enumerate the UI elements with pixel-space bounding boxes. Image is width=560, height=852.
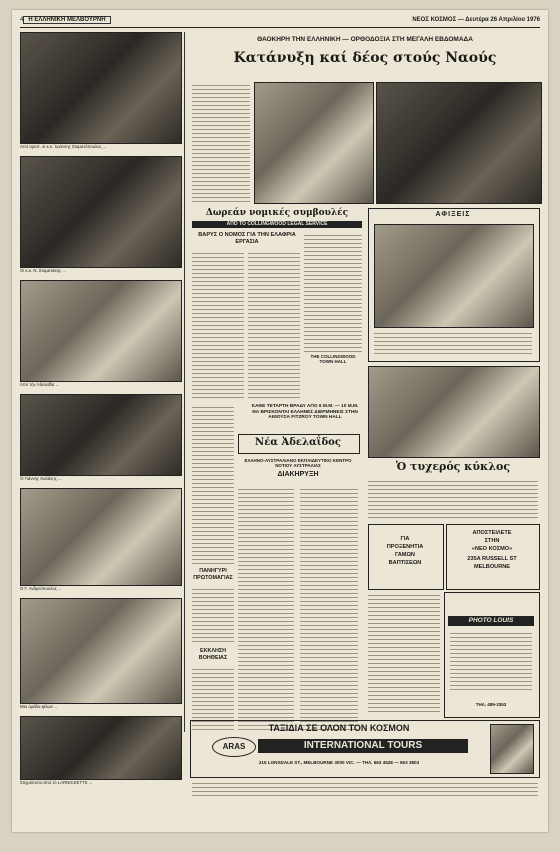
adelaide-text-2 — [300, 486, 358, 732]
neos-kosmos-ad-line-1: ΑΠΟΣΤΕΙΛΕΤΕ — [472, 530, 512, 536]
neos-kosmos-ad-line-3: «ΝΕΟ ΚΟΣΜΟ» — [471, 546, 513, 552]
adelaide-headline: Νέα Ἀδελαΐδος — [255, 437, 341, 448]
aras-logo: ARAS — [212, 737, 256, 757]
weddings-ad-line-3: ΓΑΜΩΝ — [395, 552, 415, 558]
photo-1 — [20, 32, 182, 144]
arrivals-caption — [374, 330, 532, 354]
caption-2: Οἱ κ.κ. Ν. Σταματάκης ... — [20, 268, 66, 273]
adelaide-subhead: ΔΙΑΚΗΡΥΞΗ — [277, 471, 319, 478]
photo-2 — [20, 156, 182, 268]
travel-ad-headline: ΤΑΞΙΔΙΑ ΣΕ ΟΛΟΝ ΤΟΝ ΚΟΣΜΟΝ — [268, 723, 410, 733]
caption-6: Μια ὁμάδα φίλων ... — [20, 704, 58, 709]
main-headline: Κατάνυξη καί δέος στούς Ναούς — [233, 50, 497, 66]
caption-7: Στιγμιότυπο ἀπό τό LARNICKETTS ... — [20, 780, 93, 785]
travel-ad-address: 215 LONSDALE ST., MELBOURNE 3000 VIC. — ΤΗΛ. 663 4528 — 663 3803 — [258, 760, 420, 765]
newspaper-page — [12, 10, 548, 832]
date-line: ΝΕΟΣ ΚΟΣΜΟΣ — Δευτέρα 26 Απριλίου 1976 — [412, 17, 540, 23]
legal-headline: Δωρεάν νομικές συμβουλές — [205, 208, 349, 218]
photo-6 — [20, 598, 182, 704]
main-story-text — [192, 82, 250, 202]
misc-text — [368, 592, 440, 712]
arrivals-photo — [374, 224, 534, 328]
adelaide-kicker: ΕΛΛΗΝΟ-ΑΥΣΤΡΑΛΙΑΝΟ ΕΚΠΑΙΔΕΥΤΙΚΟ ΚΕΝΤΡΟ ΝΟΤΙΟΥ ΑΥΣΤΡΑΛΙΑΣ — [244, 458, 352, 469]
neos-kosmos-ad-line-4: 235A RUSSELL ST — [467, 556, 517, 562]
caption-4: Ὁ Γιάννης Καλάνης ... — [20, 476, 62, 481]
column-divider-1 — [184, 32, 185, 732]
caption-3: Ἀπό τήν Ἀδελαΐδα ... — [20, 382, 60, 387]
church-appeal-title: ΕΚΚΛΗΣΗ ΒΟΗΘΕΙΑΣ — [198, 648, 228, 661]
legal-text-cont — [192, 404, 234, 564]
travel-ad-brand: INTERNATIONAL TOURS — [258, 739, 468, 753]
masthead: Η ΕΛΛΗΝΙΚΗ ΜΕΛΒΟΥΡΝΗ — [23, 16, 110, 24]
header-rule — [20, 27, 540, 28]
legal-notice: ΚΑΘΕ ΤΕΤΑΡΤΗ ΒΡΑΔΥ ΑΠΟ 6 Μ.Μ. — 10 Μ.Μ. ΘΑ ΒΡΙΣΚΟΝΤΑΙ ΕΛΛΗΝΕΣ ΔΙΕΡΜΗΝΕΙΣ ΣΤΗΝ ΑΙΘΟΥΣΑ FITZROY TOWN HALL — [251, 404, 359, 421]
caption-1: Από αριστ. οἱ κ.κ. Ἰωάννης Σταματόπουλος ... — [20, 144, 107, 149]
main-kicker: ΘΑΟΚΗΡΗ ΤΗΝ ΕΛΛΗΝΙΚΗ — ΟΡΘΟΔΟΞΙΑ ΣΤΗ ΜΕΓΑΛΗ ΕΒΔΟΜΑΔΑ — [257, 36, 473, 43]
caption-5: Ο Γ. Ανδρεόπουλος ... — [20, 586, 62, 591]
celebration-text — [192, 586, 234, 644]
church-photo-1 — [254, 82, 374, 204]
bottom-notes — [192, 780, 538, 798]
legal-text-1 — [192, 250, 244, 400]
weddings-ad-line-4: ΒΑΠΤΙΣΕΩΝ — [388, 560, 422, 566]
celebration-title: ΠΑΝΗΓΥΡΙ ΠΡΩΤΟΜΑΓΙΑΣ — [193, 568, 233, 581]
photo-3 — [20, 280, 182, 382]
adelaide-text-1 — [238, 486, 294, 732]
photo-4 — [20, 394, 182, 476]
page-header — [20, 14, 540, 26]
neos-kosmos-ad-line-5: MELBOURNE — [473, 564, 511, 570]
photo-louis-name: PHOTO LOUIS — [448, 616, 534, 626]
lucky-circle-photo — [368, 366, 540, 458]
legal-subhead: ΒΑΡΥΣ Ο ΝΟΜΟΣ ΓΙΑ ΤΗΝ ΕΛΑΦΡΙΑ ΕΡΓΑΣΙΑ — [198, 232, 296, 245]
arrivals-title: ΑΦΙΞΕΙΣ — [435, 211, 471, 218]
legal-address: THE COLLINGWOOD TOWN HALL — [310, 354, 356, 364]
weddings-ad-line-2: ΠΡΟΞΕΝΗΤΙΑ — [386, 544, 424, 550]
church-photo-2 — [376, 82, 542, 204]
page-number: 4 — [20, 17, 24, 23]
lucky-circle-text — [368, 478, 538, 518]
legal-text-2 — [248, 250, 300, 400]
lucky-circle-headline: Ὁ τυχερός κύκλος — [395, 460, 511, 473]
neos-kosmos-ad-line-2: ΣΤΗΝ — [484, 538, 500, 544]
photo-7 — [20, 716, 182, 780]
legal-kicker: ΑΠΟ ΤΟ COLLINGWOOD LEGAL SERVICE — [192, 221, 362, 228]
photo-louis-text — [450, 630, 532, 690]
photo-5 — [20, 488, 182, 586]
travel-ad-portrait — [490, 724, 534, 774]
legal-text-3 — [304, 232, 362, 352]
photo-louis-phone: ΤΗΛ. 489-3353 — [475, 702, 507, 707]
weddings-ad-line-1: ΓΙΑ — [400, 536, 410, 542]
